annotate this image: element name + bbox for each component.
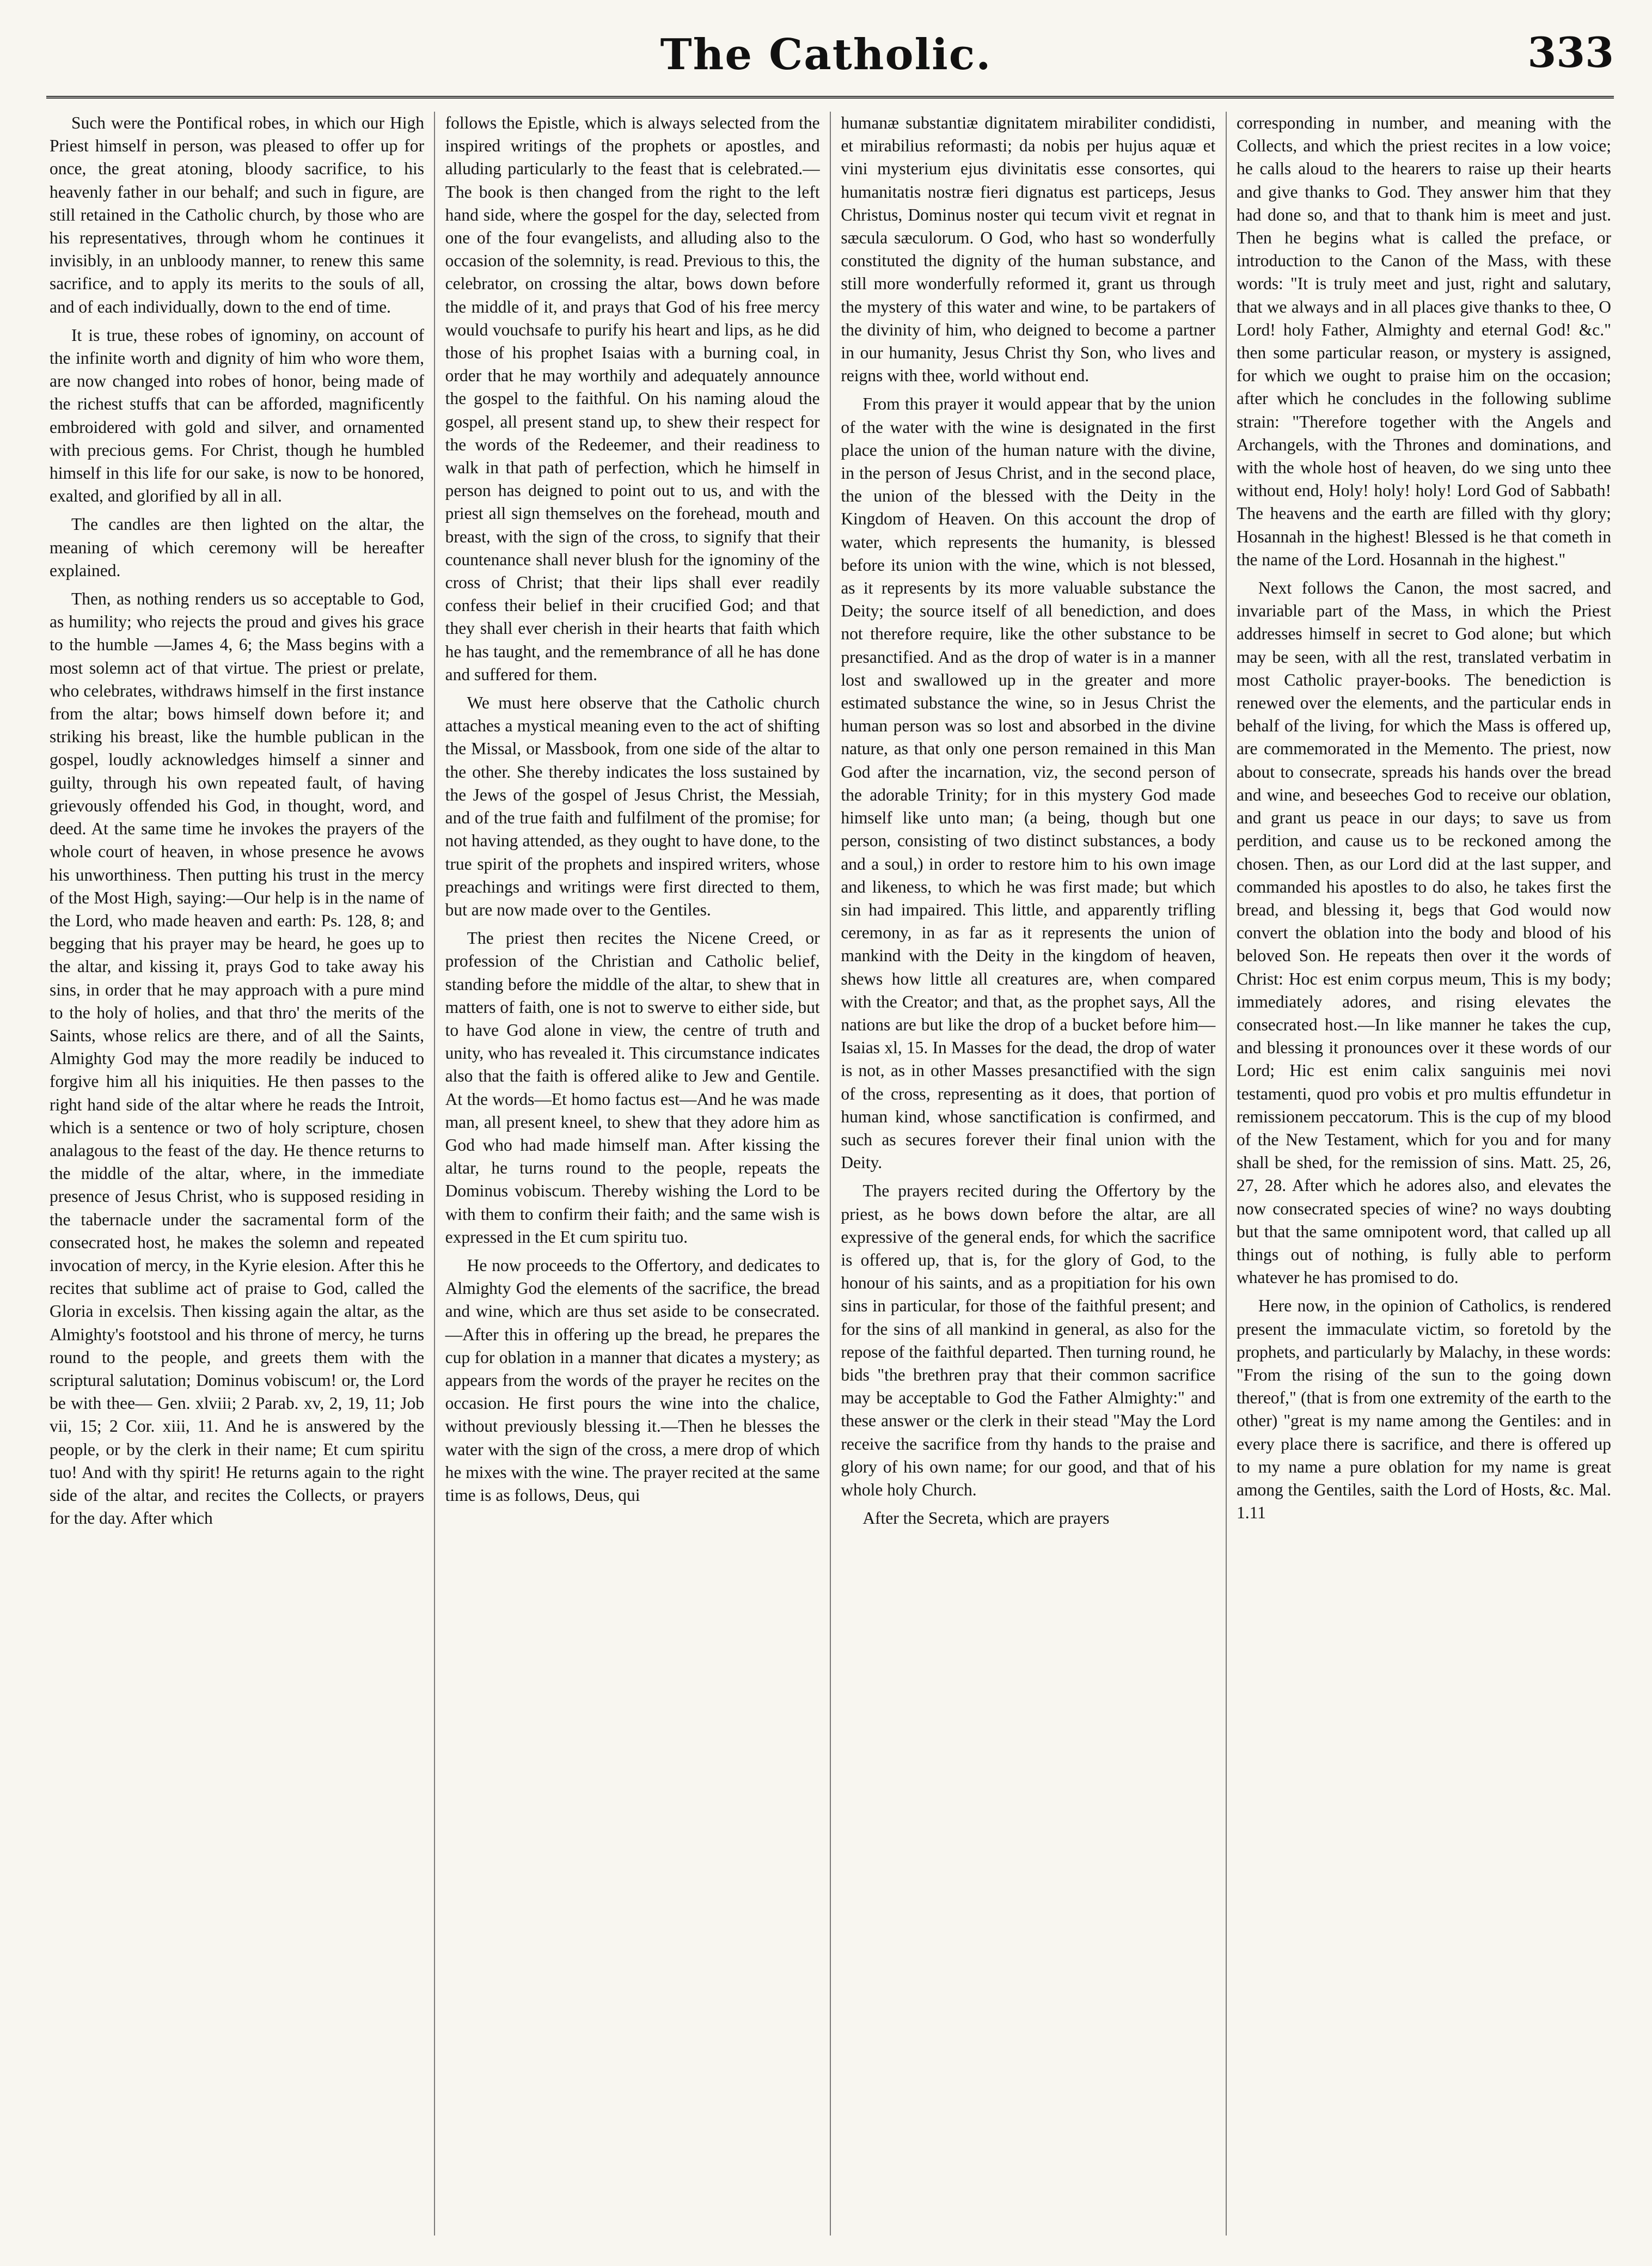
page-number: 333 (1527, 28, 1614, 77)
column-4 (1233, 112, 1614, 2236)
paragraph: humanæ substantiæ dignitatem mirabiliter condidisti, et mirabilius reformasti; da nobis per hujus aquæ et vini mysterium ejus divinitatis esse consortes, qui humanitatis nostræ fieri dignatus est particeps, Jesus Christus, Dominus noster qui tecum vivit et regnat in sæcula sæculorum. O God, who hast so wonderfully constituted the dignity of the human substance, and still more wonderfully reformed it, grant us through the mystery of this water and wine, to be partakers of the divinity of him, who deigned to become a partner in our humanity, Jesus Christ thy Son, who lives and reigns with thee, world without end. (841, 113, 1216, 386)
column-divider (830, 112, 831, 2236)
column-divider (434, 112, 435, 2236)
masthead (0, 0, 1652, 98)
paragraph: He now proceeds to the Offertory, and dedicates to Almighty God the elements of the sacrifice, the bread and wine, which are thus set aside to be consecrated.—After this in offering up the bread, he prepares the cup for oblation in a manner that dicates a mystery; as appears from the words of the prayer he recites on the occasion. He first pours the wine into the chalice, without previously blessing it.—Then he blesses the water with the sign of the cross, a mere drop of which he mixes with the wine. The prayer recited at the same time is as follows, Deus, qui (445, 1255, 820, 1505)
paragraph: Such were the Pontifical robes, in which our High Priest himself in person, was pleased to offer up for once, the great atoning, bloody sacrifice, to his heavenly father in our behalf; and such in figure, are still retained in the Catholic church, by those who are his representatives, through whom he continues it invisibly, in an unbloody manner, to renew this same sacrifice, and to apply its merits to the souls of all, and of each individually, down to the end of time. (50, 113, 424, 316)
paragraph: From this prayer it would appear that by the union of the water with the wine is designated in the first place the union of the human nature with the divine, in the person of Jesus Christ, and in the second place, the union of the blessed with the Deity in the Kingdom of Heaven. On this account the drop of water, which represents the humanity, is blessed before its union with the wine, which is not blessed, as it represents by its more valuable substance the Deity; the source itself of all benediction, and does not therefore require, like the other substance to be presanctified. And as the drop of water is in a manner lost and swallowed up in the greater and more estimated substance the wine, so in Jesus Christ the human person was so lost and absorbed in the divine nature, as that only one person remained in this Man God after the incarnation, viz, the second person of the adorable Trinity; for in this mystery God made himself like unto man; (a being, though but one person, consisting of two distinct substances, a body and a soul,) in order to restore him to his own image and likeness, to which he was first made; but which sin had impaired. This little, and apparently trifling ceremony, in as far as it represents the union of mankind with the Deity in the kingdom of heaven, shews how little all creatures are, when compared with the Creator; and that, as the prophet says, All the nations are but like the drop of a bucket before him—Isaias xl, 15. In Masses for the dead, the drop of water is not, as in other Masses presanctified with the sign of the cross, representing as it does, that portion of human kind, whose sanctification is confirmed, and such as secures forever their final union with the Deity. (841, 394, 1216, 1172)
column-2 (442, 112, 823, 2236)
paragraph: Next follows the Canon, the most sacred, and invariable part of the Mass, in which the Priest addresses himself in secret to God alone; but which may be seen, with all the rest, translated verbatim in most Catholic prayer-books. The benediction is renewed over the elements, and the particular ends in behalf of the living, for which the Mass is offered up, are commemorated in the Memento. The priest, now about to consecrate, spreads his hands over the bread and wine, and beseeches God to receive our oblation, and grant us peace in our days; to save us from perdition, and cause us to be reckoned among the chosen. Then, as our Lord did at the last supper, and commanded his apostles to do also, he takes first the bread, and blessing it, begs that God would now convert the oblation into the body and blood of his beloved Son. He repeats then over it the words of Christ: Hoc est enim corpus meum, This is my body; immediately adores, and rising elevates the consecrated host.—In like manner he takes the cup, and blessing it pronounces over it these words of our Lord; Hic est enim calix sanguinis mei novi testamenti, quod pro vobis et pro multis effundetur in remissionem peccatorum. This is the cup of my blood of the New Testament, which for you and for many shall be shed, for the remission of sins. Matt. 25, 26, 27, 28. After which he adores also, and elevates the now consecrated species of wine? no ways doubting but that the same omnipotent word, that called up all things out of nothing, is fully able to perform whatever he has promised to do. (1236, 578, 1611, 1287)
paragraph: We must here observe that the Catholic church attaches a mystical meaning even to the act of shifting the Missal, or Massbook, from one side of the altar to the other. She thereby indicates the loss sustained by the Jews of the gospel of Jesus Christ, the Messiah, and of the true faith and fulfilment of the promise; for not having attended, as they ought to have done, to the true spirit of the prophets and inspired writers, whose preachings and writings were first directed to them, but are now made over to the Gentiles. (445, 693, 820, 919)
header-rule (46, 96, 1614, 99)
paragraph: The priest then recites the Nicene Creed, or profession of the Christian and Catholic belief, standing before the middle of the altar, to shew that in matters of faith, one is not to swerve to either side, but to have God alone in view, the centre of truth and unity, who has revealed it. This circumstance indicates also that the faith is offered alike to Jew and Gentile. At the words—Et homo factus est—And he was made man, all present kneel, to shew that they adore him as God who had made himself man. After kissing the altar, he turns round to the people, repeats the Dominus vobiscum. Thereby wishing the Lord to be with them to confirm their faith; and the same wish is expressed in the Et cum spiritu tuo. (445, 929, 820, 1247)
column-divider (1226, 112, 1227, 2236)
paragraph: corresponding in number, and meaning with the Collects, and which the priest recites in a low voice; he calls aloud to the hearers to raise up their hearts and give thanks to God. They answer him that they had done so, and that to thank him is meet and just. Then he begins what is called the preface, or introduction to the Canon of the Mass, with these words: "It is truly meet and just, right and salutary, that we always and in all places give thanks to thee, O Lord! holy Father, Almighty and eternal God! &c." then some particular reason, or mystery is assigned, for which we ought to praise him on the occasion; after which he concludes in the following sublime strain: "Therefore together with the Angels and Archangels, with the Thrones and dominations, and with the whole host of heaven, do we sing unto thee without end, Holy! holy! holy! Lord God of Sabbath! The heavens and the earth are filled with thy glory; Hosannah in the highest! Blessed is he that cometh in the name of the Lord. Hosannah in the highest." (1236, 113, 1611, 569)
paragraph: Here now, in the opinion of Catholics, is rendered present the immaculate victim, so foretold by the prophets, and particularly by Malachy, in these words: "From the rising of the sun to the going down thereof," (that is from one extremity of the earth to the other) "great is my name among the Gentiles: and in every place there is sacrifice, and there is offered up to my name a pure oblation for my name is great among the Gentiles, saith the Lord of Hosts, &c. Mal. 1.11 (1236, 1296, 1611, 1523)
article-columns (46, 112, 1614, 2236)
paragraph: It is true, these robes of ignominy, on account of the infinite worth and dignity of him who wore them, are now changed into robes of honor, being made of the richest stuffs that can be afforded, magnificently embroidered with gold and silver, and ornamented with precious gems. For Christ, though he humbled himself in this life for our sake, is now to be honored, exalted, and glorified by all in all. (50, 325, 424, 506)
page-title: The Catholic. (660, 30, 992, 80)
paragraph: The prayers recited during the Offertory by the priest, as he bows down before the altar, are all expressive of the general ends, for which the sacrifice is offered up, that is, for the glory of God, to the honour of his saints, and as a propitiation for his own sins in particular, for those of the faithful present; and for the sins of all mankind in general, as also for the repose of the faithful departed. Then turning round, he bids "the brethren pray that their common sacrifice may be acceptable to God the Father Almighty:" and these answer or the clerk in their stead "May the Lord receive the sacrifice from thy hands to the praise and glory of his own name; for our good, and that of his whole holy Church. (841, 1181, 1216, 1499)
paragraph: follows the Epistle, which is always selected from the inspired writings of the prophets or apostles, and alluding particularly to the feast that is celebrated.—The book is then changed from the right to the left hand side, where the gospel for the day, selected from one of the four evangelists, and alluding also to the occasion of the solemnity, is read. Previous to this, the celebrator, on crossing the altar, bows down before the middle of it, and prays that God of his free mercy would vouchsafe to purify his heart and lips, as he did those of his prophet Isaias with a burning coal, in order that he may worthily and adequately announce the gospel to the faithful. On his naming aloud the gospel, all present stand up, to shew their respect for the words of the Redeemer, and their readiness to walk in that path of perfection, which he himself in person has deigned to point out to us, and with the priest all sign themselves on the forehead, mouth and breast, with the sign of the cross, to signify that their countenance shall never blush for the ignominy of the cross of Christ; that their lips shall ever readily confess their belief in their crucified God; and that they shall ever cherish in their hearts that faith which he has taught, and the remembrance of all he has done and suffered for them. (445, 113, 820, 684)
paragraph: After the Secreta, which are prayers (862, 1508, 1110, 1528)
column-1 (46, 112, 427, 2236)
column-3 (837, 112, 1219, 2236)
paragraph: Then, as nothing renders us so acceptable to God, as humility; who rejects the proud and gives his grace to the humble —James 4, 6; the Mass begins with a most solemn act of that virtue. The priest or prelate, who celebrates, withdraws himself in the first instance from the altar; bows himself down before it; and striking his breast, like the humble publican in the gospel, loudly acknowledges himself a sinner and guilty, through his own repeated fault, of having grievously offended his God, in thought, word, and deed. At the same time he invokes the prayers of the whole court of heaven, in whose presence he avows his unworthiness. Then putting his trust in the mercy of the Most High, saying:—Our help is in the name of the Lord, who made heaven and earth: Ps. 128, 8; and begging that his prayer may be heard, he goes up to the altar, and kissing it, prays God to take away his sins, in order that he may approach with a pure mind to the holy of holies, and that thro' the merits of the Saints, whose relics are there, and of all the Saints, Almighty God may the more readily be induced to forgive him all his iniquities. He then passes to the right hand side of the altar where he reads the Introit, which is a sentence or two of holy scripture, chosen analagous to the feast of the day. He thence returns to the middle of the altar, where, in the immediate presence of Jesus Christ, who is supposed residing in the tabernacle under the sacramental form of the consecrated host, he makes the solemn and repeated invocation of mercy, in the Kyrie elesion. After this he recites that sublime act of praise to God, called the Gloria in excelsis. Then kissing again the altar, as the Almighty's footstool and his throne of mercy, he turns round to the people, and greets them with the scriptural salutation; Dominus vobiscum! or, the Lord be with thee— Gen. xlviii; 2 Parab. xv, 2, 19, 11; Job vii, 15; 2 Cor. xiii, 11. And he is answered by the people, or by the clerk in their name; Et cum spiritu tuo! And with thy spirit! He returns again to the right side of the altar, and recites the Collects, or prayers for the day. After which (50, 589, 424, 1528)
paragraph: The candles are then lighted on the altar, the meaning of which ceremony will be hereafter explained. (50, 515, 424, 580)
